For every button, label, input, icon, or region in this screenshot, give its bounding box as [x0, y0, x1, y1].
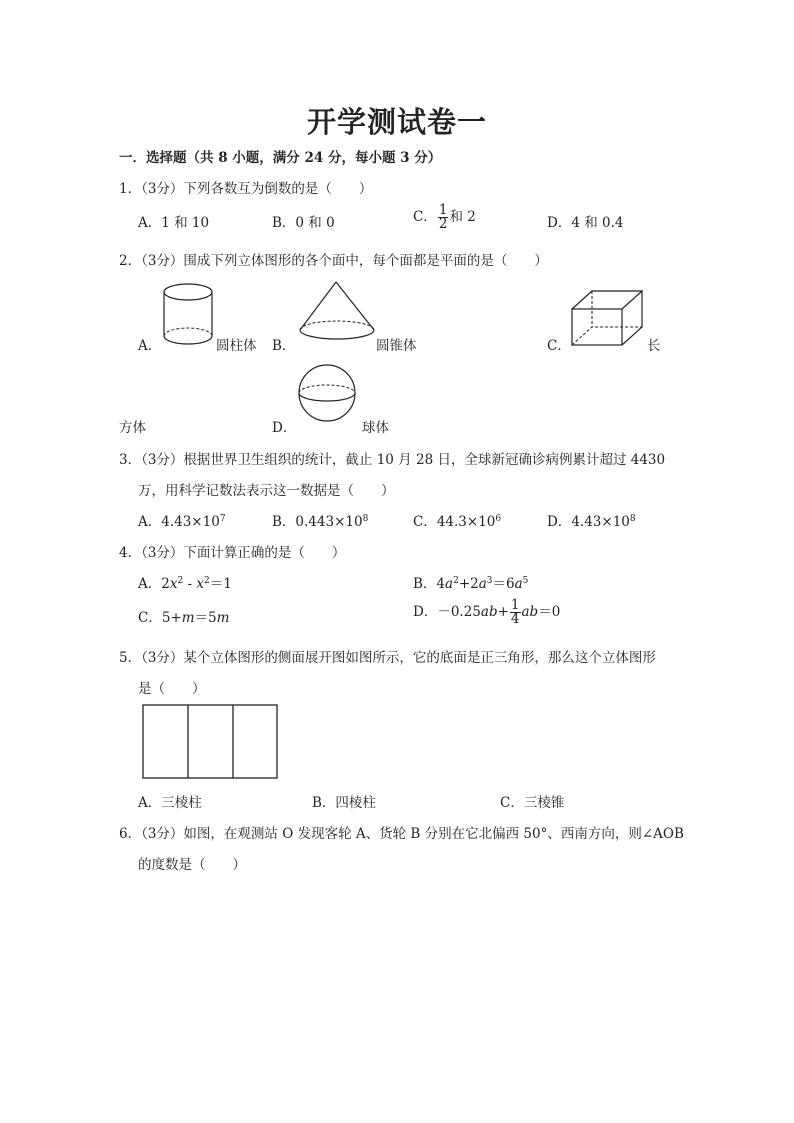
cone-figure — [298, 280, 378, 346]
equals-term: ＝6 — [492, 576, 515, 592]
cylinder-figure — [162, 282, 214, 346]
cuboid-figure — [571, 290, 645, 348]
q1-option-c-text: 和 2 — [449, 209, 476, 225]
fraction-numerator: 1 — [438, 202, 448, 218]
equals-term: ＝5 — [194, 610, 217, 626]
q3-option-d-base: D．4.43×10 — [547, 514, 630, 530]
coefficient: 2 — [161, 576, 170, 592]
q3-option-c — [413, 510, 501, 530]
exponent: 5 — [522, 576, 529, 586]
operator: + — [497, 604, 509, 620]
q3-option-a-exponent: 7 — [219, 514, 226, 524]
q4-option-c — [138, 606, 229, 626]
exponent: 2 — [453, 576, 459, 586]
question-3-stem-line2: 万，用科学记数法表示这一数据是（ ） — [138, 483, 395, 499]
sphere-figure — [298, 364, 358, 424]
variable: ab — [521, 604, 539, 620]
variable: m — [181, 610, 195, 626]
question-5-stem-line1: 5．（3分）某个立体图形的侧面展开图如图所示，它的底面是正三角形，那么这个立体图形 — [119, 650, 656, 666]
variable: a — [478, 576, 487, 592]
question-3-stem-line1: 3．（3分）根据世界卫生组织的统计，截止 10 月 28 日，全球新冠确诊病例累计超过 4430 — [119, 452, 666, 468]
q4-option-c-label: C． — [138, 610, 162, 626]
q5-option-c: C．三棱锥 — [500, 795, 565, 811]
net-figure — [142, 704, 278, 780]
variable: a — [445, 576, 454, 592]
q3-option-a-base: A．4.43×10 — [138, 514, 220, 530]
q2-option-d-text: 球体 — [362, 420, 389, 436]
variable: m — [216, 610, 230, 626]
q4-option-d — [413, 599, 560, 626]
q3-option-b-base: B．0.443×10 — [272, 514, 363, 530]
question-5-stem-line2: 是（ ） — [138, 681, 206, 697]
q4-option-b — [413, 572, 528, 592]
variable: x — [169, 576, 178, 592]
q4-fraction — [510, 599, 521, 626]
q3-option-a — [138, 510, 226, 530]
q1-option-d: D．4 和 0.4 — [547, 215, 624, 231]
q3-option-d — [547, 510, 636, 530]
right-hand-side: ＝1 — [209, 576, 232, 592]
exponent: 2 — [177, 576, 184, 586]
q2-option-b-text: 圆锥体 — [376, 338, 417, 354]
variable: a — [514, 576, 523, 592]
question-2-stem: 2．（3分）围成下列立体图形的各个面中，每个面都是平面的是（ ） — [119, 253, 548, 269]
question-4-stem: 4．（3分）下面计算正确的是（ ） — [119, 545, 346, 561]
fraction-denominator: 2 — [438, 216, 448, 232]
q1-option-a: A．1 和 10 — [138, 215, 210, 231]
q4-option-d-label: D． — [413, 604, 438, 620]
q2-option-c-text-start: 长 — [647, 338, 661, 354]
q4-option-b-label: B． — [413, 576, 437, 592]
term: 5+ — [161, 610, 182, 626]
coefficient: 4 — [436, 576, 446, 592]
q2-option-a-label: A． — [138, 338, 162, 354]
q3-option-c-exponent: 6 — [495, 514, 502, 524]
q2-option-c-label: C． — [547, 338, 571, 354]
q2-option-b-label: B． — [272, 338, 296, 354]
exponent: 2 — [203, 576, 210, 586]
variable: ab — [480, 604, 498, 620]
q4-option-a-label: A． — [138, 576, 162, 592]
q3-option-b — [272, 510, 368, 530]
question-1-stem: 1．（3分）下列各数互为倒数的是（ ） — [119, 181, 373, 197]
right-hand-side: ＝0 — [538, 604, 561, 620]
exponent: 3 — [486, 576, 493, 586]
q1-fraction — [438, 204, 449, 231]
section-heading: 一．选择题（共 8 小题，满分 24 分，每小题 3 分） — [119, 150, 442, 166]
q3-option-b-exponent: 8 — [362, 514, 369, 524]
q2-option-a-text: 圆柱体 — [216, 338, 257, 354]
operator: - — [183, 576, 197, 592]
q2-option-d-label: D． — [272, 420, 297, 436]
page-title: 开学测试卷一 — [306, 105, 487, 139]
term: －0.25 — [437, 604, 481, 620]
variable: x — [196, 576, 204, 592]
question-6-stem-line1: 6．（3分）如图，在观测站 O 发现客轮 A、货轮 B 分别在它北偏西 50°、西南方向，则∠AOB — [119, 826, 684, 842]
q2-option-c-text-end: 方体 — [119, 420, 146, 436]
q3-option-c-base: C．44.3×10 — [413, 514, 496, 530]
operator: +2 — [458, 576, 479, 592]
q5-option-a: A．三棱柱 — [138, 795, 202, 811]
q1-option-c-label: C． — [413, 209, 437, 225]
q1-option-b: B．0 和 0 — [272, 215, 335, 231]
q4-option-a — [138, 572, 232, 592]
fraction-numerator: 1 — [510, 597, 520, 613]
q3-option-d-exponent: 8 — [629, 514, 636, 524]
question-6-stem-line2: 的度数是（ ） — [138, 857, 246, 873]
q5-option-b: B．四棱柱 — [312, 795, 376, 811]
fraction-denominator: 4 — [510, 611, 520, 627]
q1-option-c — [413, 204, 476, 231]
